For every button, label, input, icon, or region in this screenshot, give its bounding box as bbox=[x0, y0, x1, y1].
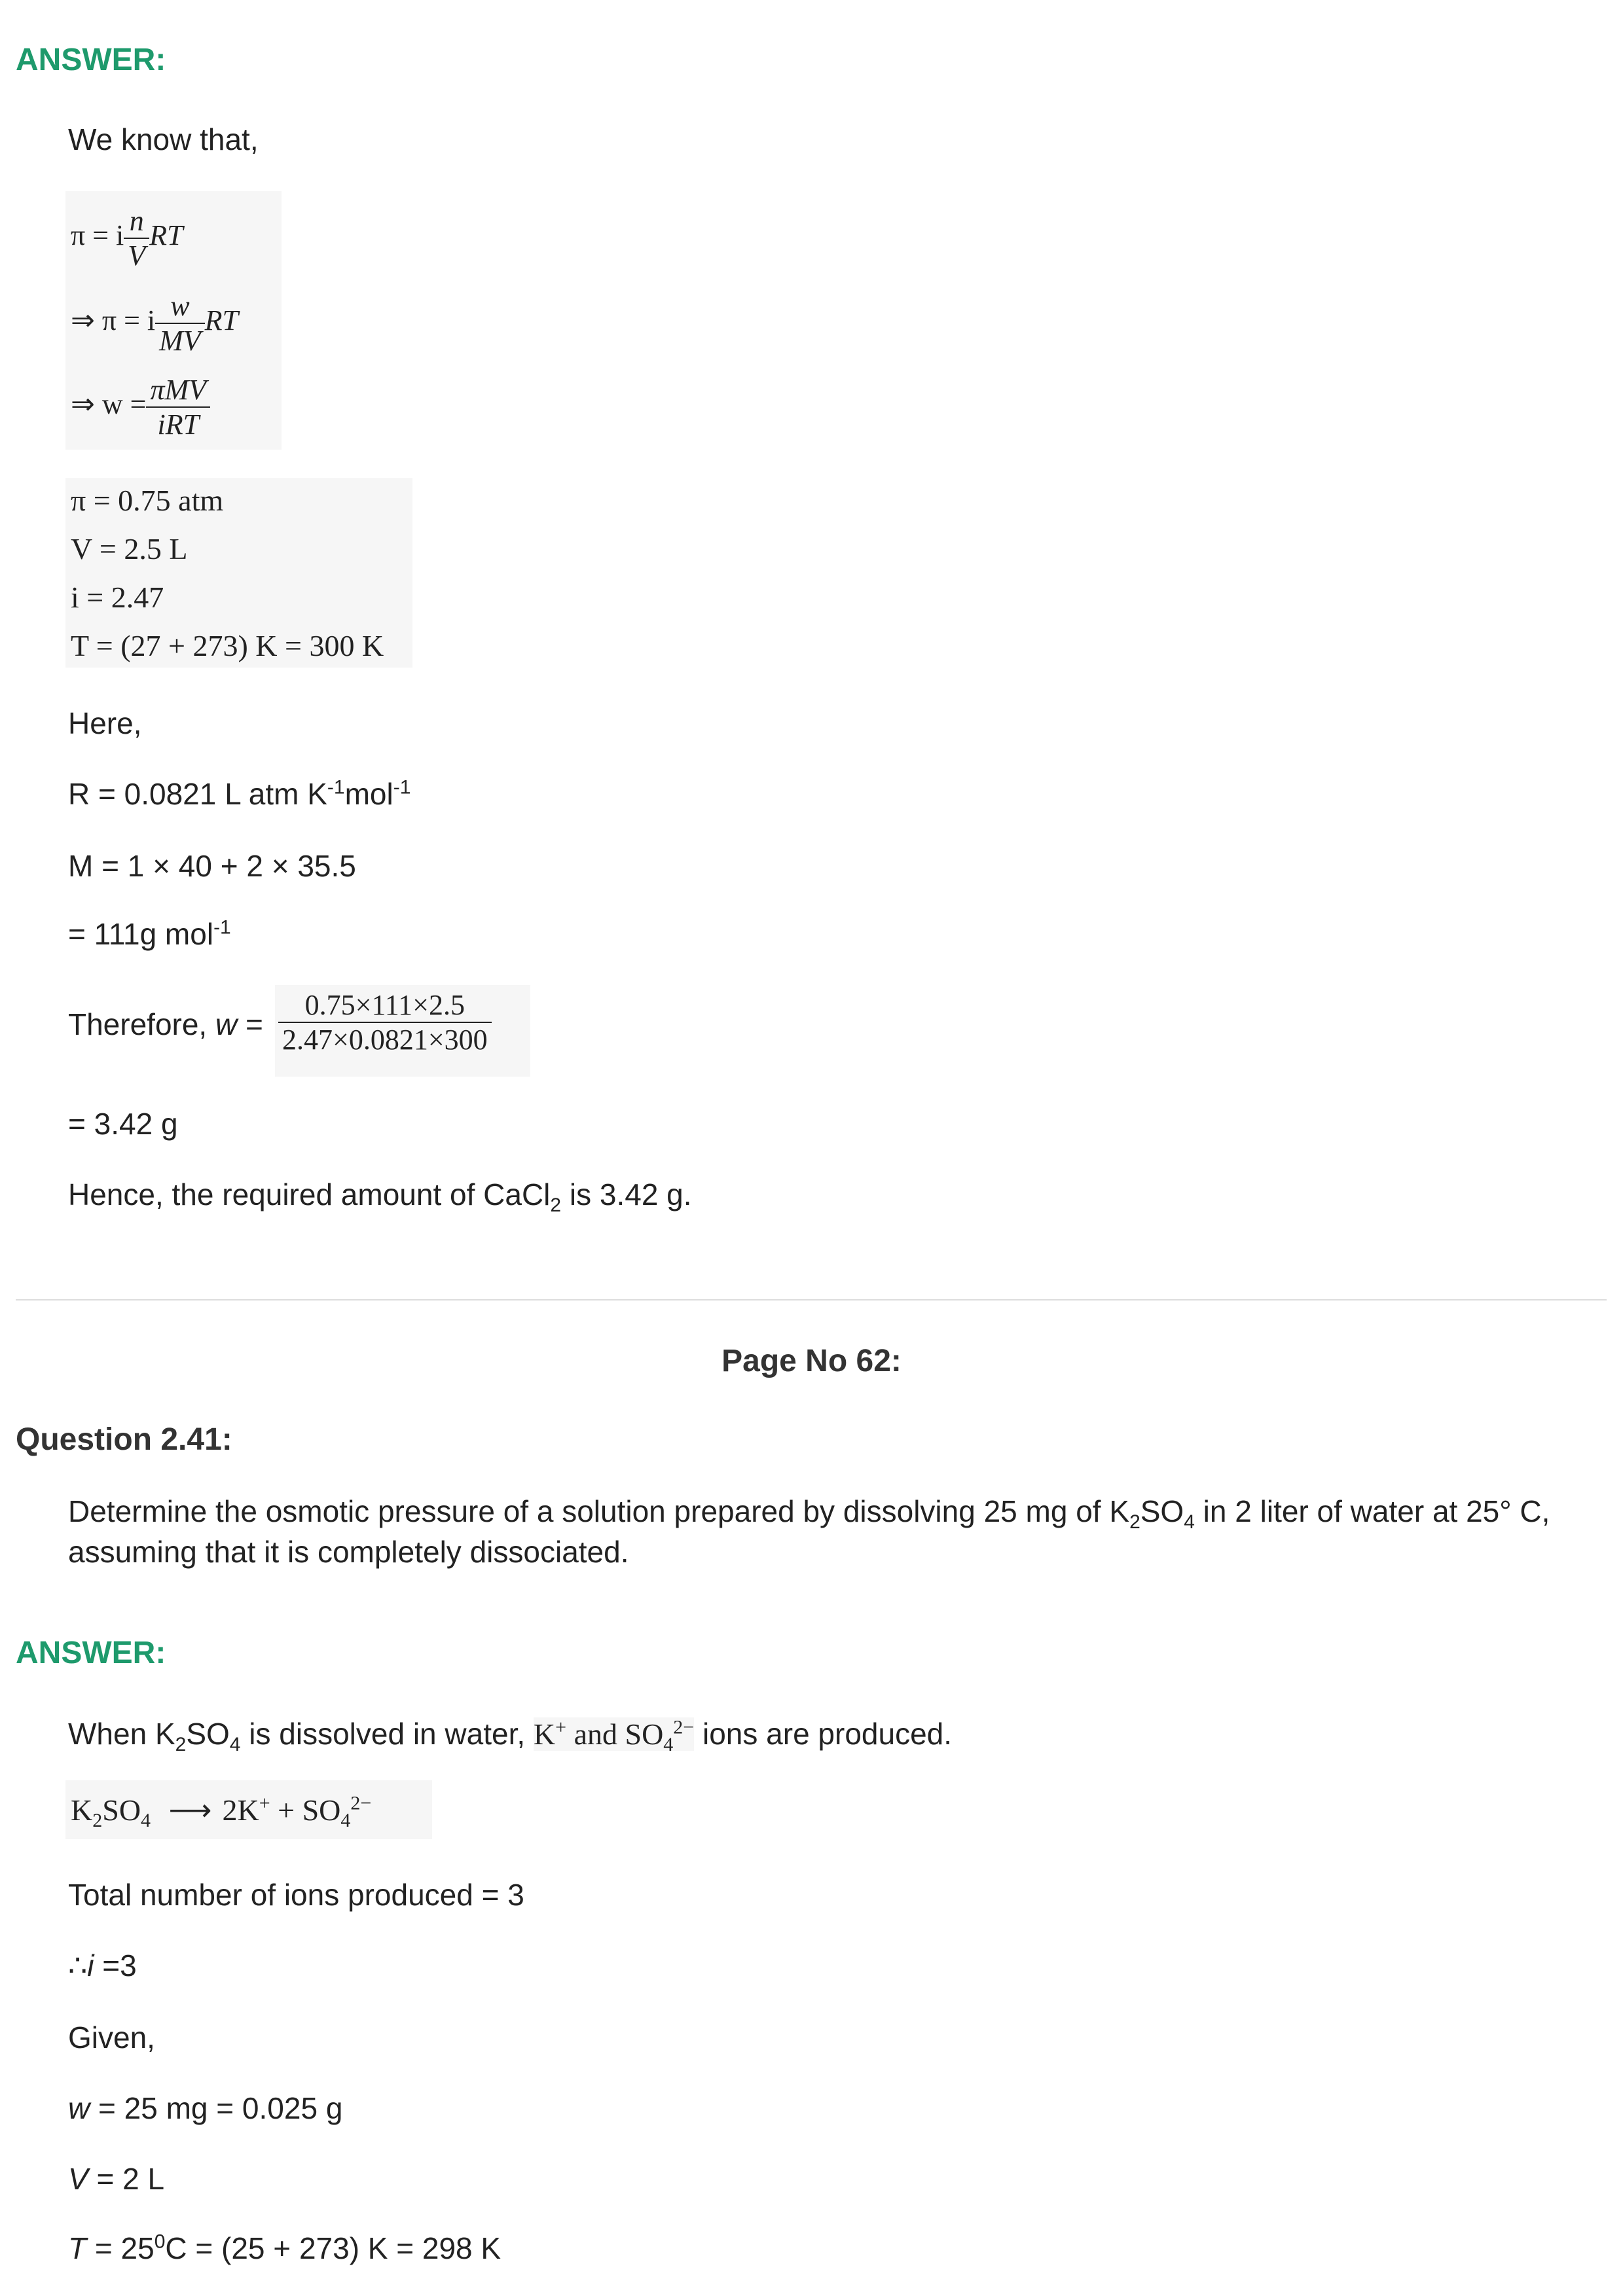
question-line-2: assuming that it is completely dissociated. bbox=[68, 1535, 629, 1569]
m-value: M = 1 × 40 + 2 × 35.5 bbox=[68, 849, 356, 883]
therefore-line bbox=[68, 1007, 263, 1042]
v-rest: = 2 L bbox=[88, 2162, 165, 2196]
dissolve-sub2: 4 bbox=[229, 1734, 241, 1756]
reactant-sub2: 4 bbox=[141, 1810, 151, 1832]
given-pi: π = 0.75 atm bbox=[71, 484, 224, 517]
w-result: = 3.42 g bbox=[68, 1107, 178, 1141]
formula-1-lhs: π = i bbox=[71, 219, 124, 252]
given-i: i = 2.47 bbox=[71, 581, 164, 614]
i-var: i bbox=[87, 1948, 94, 1982]
product-so-sup: 2− bbox=[350, 1792, 372, 1814]
t-line bbox=[68, 2231, 501, 2266]
formula-1 bbox=[71, 204, 183, 272]
given-text: Given, bbox=[68, 2020, 155, 2054]
dissolve-post2: ions are produced. bbox=[694, 1717, 953, 1751]
conclusion-post: is 3.42 g. bbox=[561, 1177, 692, 1211]
ion-so-sup: 2− bbox=[673, 1716, 695, 1738]
question-heading: Question 2.41: bbox=[16, 1422, 232, 1457]
question-line-1-sub1: 2 bbox=[1129, 1511, 1140, 1534]
r-value-sup2: -1 bbox=[393, 776, 411, 798]
given-t: T = (27 + 273) K = 300 K bbox=[71, 629, 384, 662]
formula-3-num: πMV bbox=[146, 373, 210, 408]
product-so: + SO bbox=[270, 1793, 341, 1827]
question-line-1-pre: Determine the osmotic pressure of a solution prepared by dissolving 25 mg of K bbox=[68, 1494, 1130, 1528]
ion-k-sup: + bbox=[555, 1716, 567, 1738]
conclusion-pre: Hence, the required amount of CaCl bbox=[68, 1177, 551, 1211]
formula-3-den: iRT bbox=[157, 408, 200, 440]
formula-2 bbox=[71, 289, 238, 357]
ion-k: K bbox=[533, 1717, 556, 1751]
answer-2-heading: ANSWER: bbox=[16, 1636, 166, 1670]
question-line-1-mid: SO bbox=[1140, 1494, 1184, 1528]
r-value-text: R = 0.0821 L atm K bbox=[68, 777, 327, 811]
formula-1-num: n bbox=[124, 204, 149, 239]
dissolve-post1: is dissolved in water, bbox=[240, 1717, 534, 1751]
t-post: C = (25 + 273) K = 298 K bbox=[165, 2231, 501, 2265]
t-var: T bbox=[68, 2231, 87, 2265]
w-var: w bbox=[68, 2091, 90, 2125]
therefore-symbol: ∴ bbox=[68, 1948, 88, 1982]
question-line-1 bbox=[68, 1494, 1550, 1534]
ion-and-so: and SO bbox=[566, 1717, 664, 1751]
t-pre: = 25 bbox=[86, 2231, 155, 2265]
therefore-label: Therefore, bbox=[68, 1007, 215, 1041]
r-value-sup1: -1 bbox=[327, 776, 345, 798]
reactant-k: K bbox=[71, 1793, 93, 1827]
w-rest: = 25 mg = 0.025 g bbox=[90, 2091, 343, 2125]
formula-1-den: V bbox=[128, 240, 146, 272]
formula-1-rhs: RT bbox=[149, 219, 183, 252]
formula-2-lhs: ⇒ π = i bbox=[71, 304, 156, 337]
ions-expression bbox=[533, 1716, 695, 1756]
product-k-sup: + bbox=[259, 1792, 270, 1814]
r-value bbox=[68, 776, 410, 812]
dissolve-pre: When K bbox=[68, 1717, 175, 1751]
r-value-mid: mol bbox=[344, 777, 393, 811]
reactant-so: SO bbox=[102, 1793, 141, 1827]
v-line bbox=[68, 2161, 164, 2197]
product-so-sub: 4 bbox=[340, 1810, 351, 1832]
m-result-text: = 111g mol bbox=[68, 917, 214, 951]
answer-heading: ANSWER: bbox=[16, 43, 166, 77]
i-value bbox=[68, 1948, 137, 1983]
m-result bbox=[68, 916, 231, 952]
reactant-sub1: 2 bbox=[92, 1810, 103, 1832]
therefore-eq: = bbox=[237, 1007, 263, 1041]
therefore-den: 2.47×0.0821×300 bbox=[282, 1024, 488, 1056]
dissolve-sub1: 2 bbox=[175, 1734, 187, 1756]
dissolve-text bbox=[68, 1716, 952, 1756]
v-var: V bbox=[68, 2162, 88, 2196]
therefore-num: 0.75×111×2.5 bbox=[278, 988, 492, 1023]
here-text: Here, bbox=[68, 706, 142, 740]
total-ions: Total number of ions produced = 3 bbox=[68, 1878, 524, 1912]
formula-2-num: w bbox=[155, 289, 205, 324]
dissolve-mid: SO bbox=[186, 1717, 230, 1751]
m-result-sup: -1 bbox=[213, 916, 231, 939]
formula-3 bbox=[71, 373, 210, 441]
reaction-arrow: ⟶ bbox=[168, 1793, 212, 1827]
question-line-1-sub2: 4 bbox=[1184, 1511, 1195, 1534]
question-line-1-post: in 2 liter of water at 25° C, bbox=[1194, 1494, 1550, 1528]
therefore-fraction bbox=[278, 988, 492, 1056]
t-sup: 0 bbox=[154, 2231, 166, 2253]
product-k: 2K bbox=[222, 1793, 259, 1827]
formula-2-den: MV bbox=[159, 325, 201, 357]
conclusion-text bbox=[68, 1177, 692, 1217]
therefore-var: w bbox=[215, 1007, 238, 1041]
w-line bbox=[68, 2090, 342, 2126]
conclusion-sub: 2 bbox=[550, 1194, 562, 1217]
page-number: Page No 62: bbox=[721, 1344, 902, 1378]
formula-2-rhs: RT bbox=[204, 304, 239, 337]
i-rest: =3 bbox=[94, 1948, 137, 1982]
formula-3-lhs: ⇒ w = bbox=[71, 388, 147, 421]
reaction-equation bbox=[71, 1792, 371, 1832]
intro-text: We know that, bbox=[68, 122, 259, 156]
given-v: V = 2.5 L bbox=[71, 532, 188, 565]
ion-so-sub: 4 bbox=[663, 1734, 674, 1756]
section-divider bbox=[16, 1299, 1607, 1300]
